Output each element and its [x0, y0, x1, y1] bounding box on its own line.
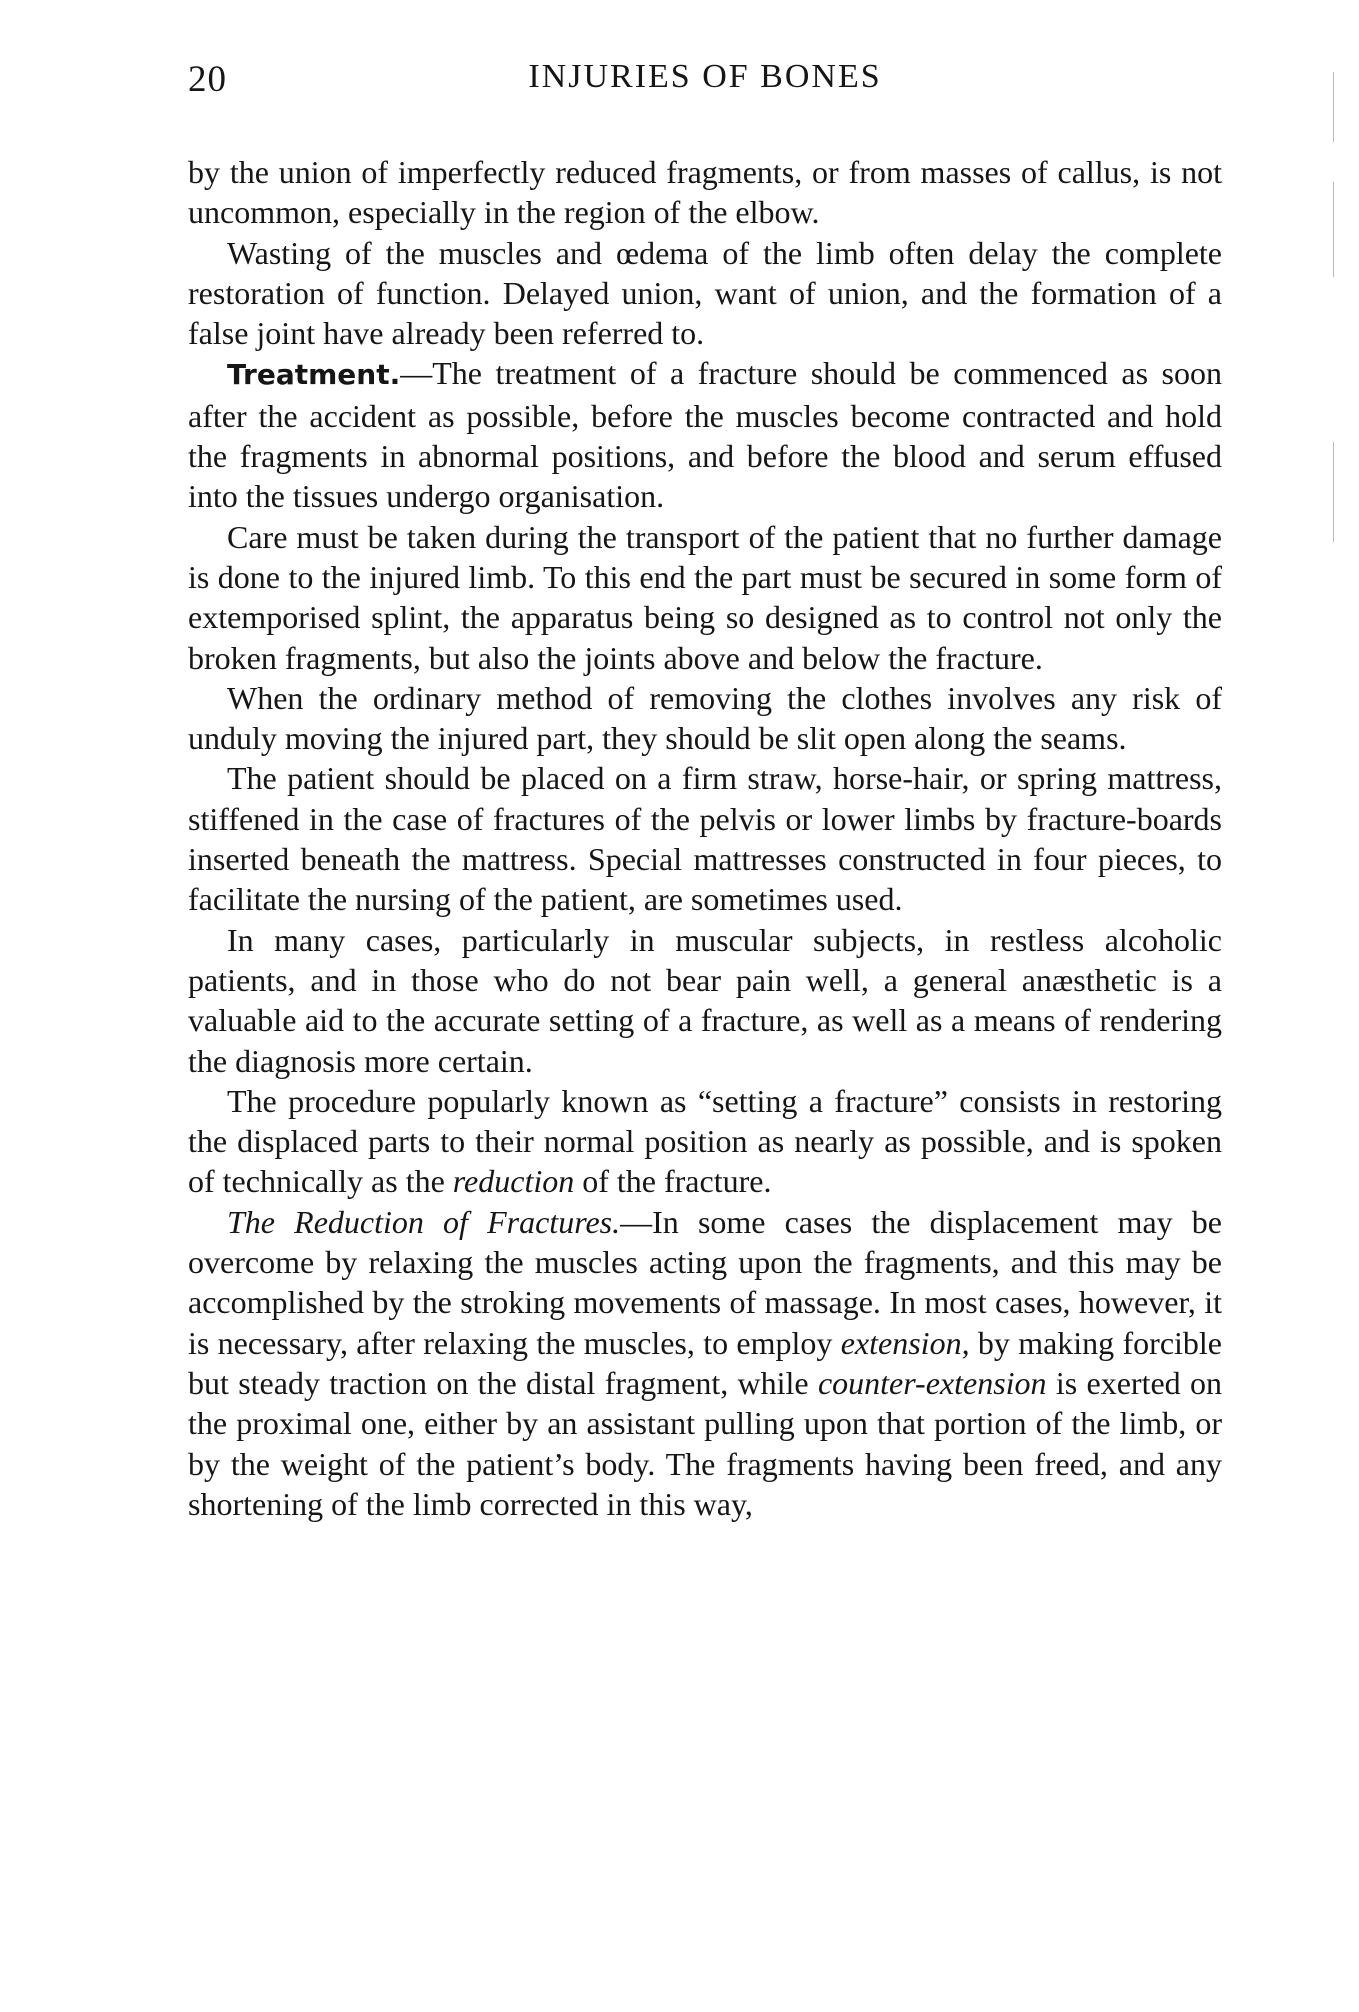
text-run: —The treatment of a fracture should be commenced as soon after the accident as possible, before the muscles become contracted and hold the fragments in abnormal positions, and before the blood and serum effused into the tissues undergo organisation.: [188, 355, 1222, 515]
page-header: [188, 58, 1222, 106]
paragraph-reduction: [188, 1202, 1222, 1524]
text-run: The patient should be placed on a firm straw, horse-hair, or spring mattress, stiffened in the case of fractures of the pelvis or lower limbs by fracture-boards inserted beneath the mattress. Special mattresses constructed in four pieces, to facilitate the nursing of the patient, are sometimes used.: [188, 760, 1222, 918]
text-run: The procedure popularly known as “setting a fracture” consists in restoring the displaced parts to their normal position as nearly as possible, and is spoken of technically as the: [188, 1082, 1222, 1200]
text-run: by the union of imperfectly reduced fragments, or from masses of callus, is not uncommon, especially in the region of the elbow.: [188, 154, 1222, 231]
scan-margin-marks: [1328, 72, 1340, 542]
treatment-heading: Treatment.: [227, 358, 401, 392]
paragraph: [188, 758, 1222, 919]
paragraph: [188, 233, 1222, 354]
text-run: of the fracture.: [574, 1163, 772, 1200]
paragraph-treatment: [188, 353, 1222, 516]
reduction-heading: The Reduction of Fractures.: [227, 1203, 621, 1240]
text-run: Wasting of the muscles and œdema of the limb often delay the complete restoration of function. Delayed union, want of union, and the formation of a false joint have already been referred to.: [188, 234, 1222, 352]
italic-term: reduction: [452, 1163, 575, 1200]
paragraph: [188, 1081, 1222, 1202]
italic-term: extension,: [840, 1324, 970, 1361]
text-run: Care must be taken during the transport of the patient that no further damage is done to the injured limb. To this end the part must be secured in some form of extemporised splint, the apparatus being so designed as to control not only the broken fragments, but also the joints above and below the fracture.: [188, 518, 1222, 676]
paragraph: [188, 678, 1222, 759]
page-number: 20: [188, 59, 227, 100]
running-head: INJURIES OF BONES: [528, 58, 882, 95]
text-run: In many cases, particularly in muscular subjects, in restless alcoholic patients, and in those who do not bear pain well, a general anæsthetic is a valuable aid to the accurate setting of a fracture, as well as a means of rendering the diagnosis more certain.: [188, 921, 1222, 1079]
text-run: is exerted on the proximal one, either by an assistant pulling upon that portion of the limb, or by the weight of the patient’s body. The fragments having been freed, and any shortening of the limb corrected in this way,: [188, 1364, 1223, 1522]
paragraph: [188, 920, 1222, 1081]
text-run: —In some cases the displacement may be overcome by relaxing the muscles acting upon the fragments, and this may be accomplished by the stroking movements of massage. In most cases, however, it is necessary, after relaxing the muscles, to employ: [188, 1203, 1223, 1361]
text-run: by making forcible but steady traction on the distal fragment, while: [188, 1324, 1223, 1401]
text-run: When the ordinary method of removing the clothes involves any risk of unduly moving the injured part, they should be slit open along the seams.: [188, 679, 1222, 757]
paragraph: [188, 152, 1222, 233]
paragraph: [188, 517, 1222, 678]
italic-term: counter-extension: [817, 1364, 1047, 1401]
body-text: [188, 152, 1222, 1524]
